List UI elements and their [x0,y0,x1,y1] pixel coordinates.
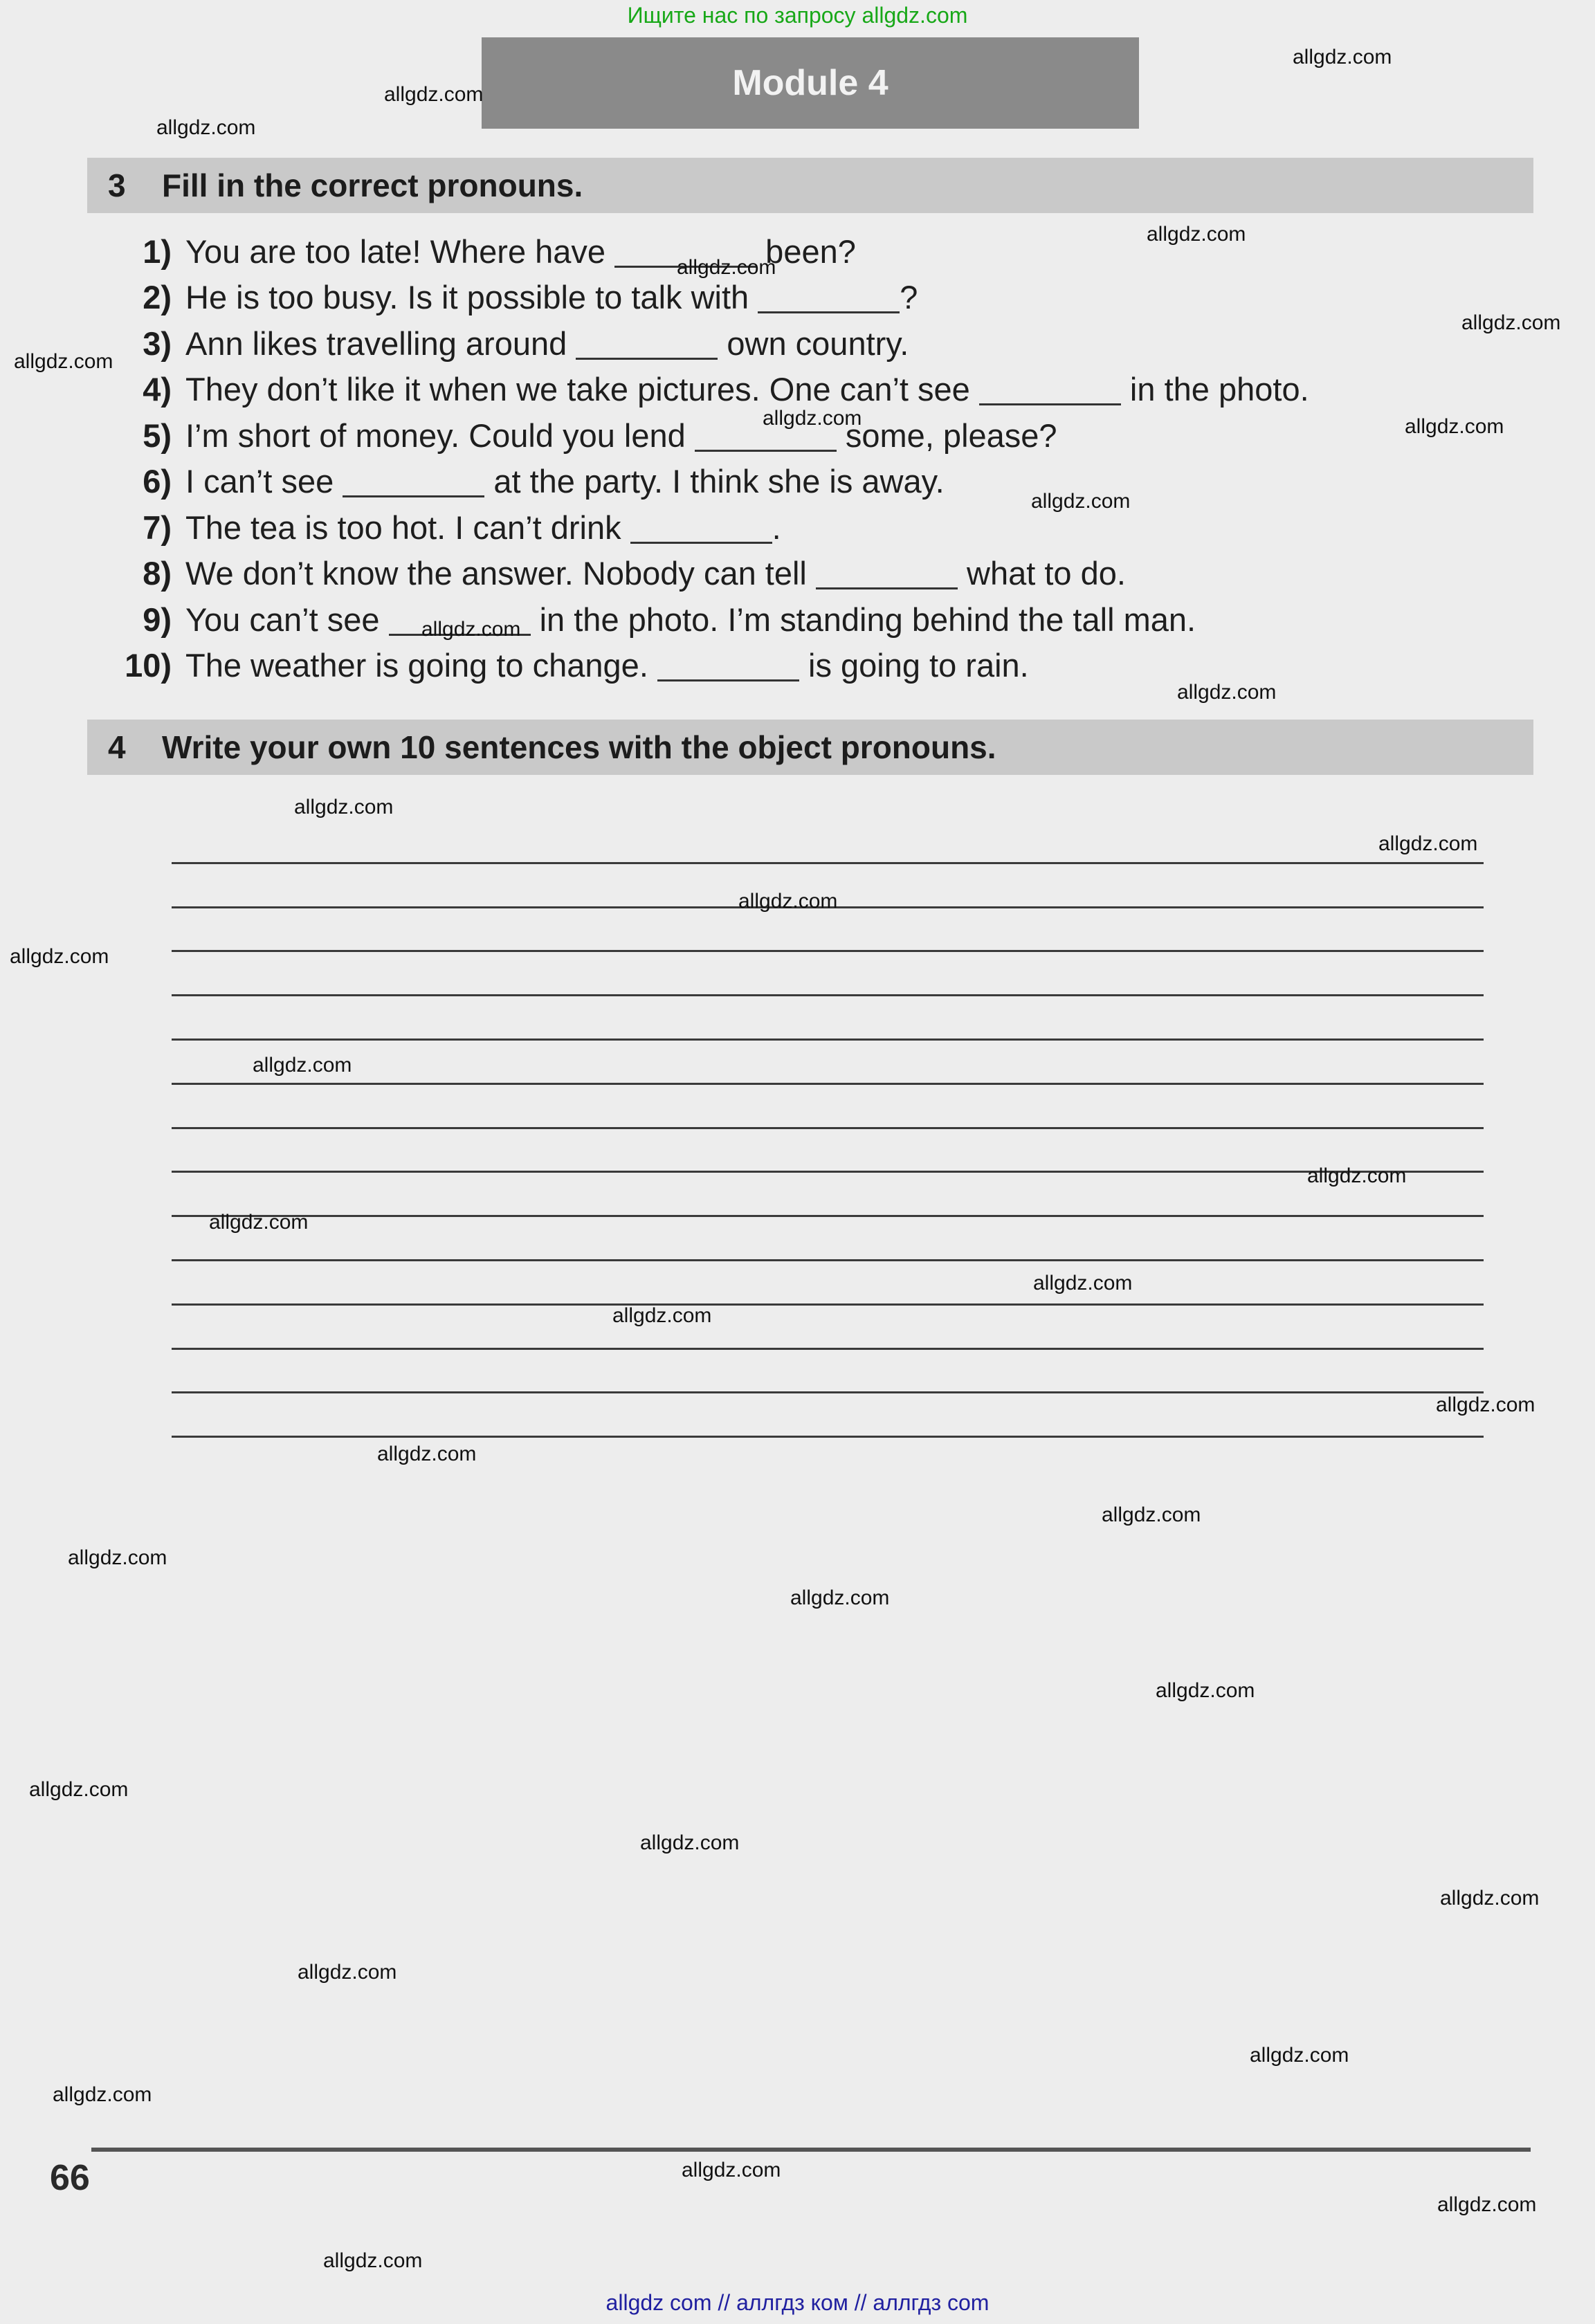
item-number: 3) [143,324,172,362]
writing-line[interactable] [172,820,1484,864]
watermark-text: allgdz.com [1250,2044,1349,2067]
watermark-text: allgdz.com [1177,681,1277,704]
item-text-before: The tea is too hot. I can’t drink [185,509,630,546]
writing-line[interactable] [172,1393,1484,1438]
exercise-item [90,228,1543,275]
item-number: 6) [143,463,172,500]
item-text-before: You are too late! Where have [185,232,615,270]
top-banner[interactable]: Ищите нас по запросу allgdz.com [627,3,968,28]
watermark-text: allgdz.com [612,1304,712,1327]
watermark-text: allgdz.com [1147,223,1246,246]
item-number: 2) [143,279,172,316]
answer-blank[interactable] [657,649,799,681]
exercise-3-number: 3 [108,167,126,203]
watermark-text: allgdz.com [1437,2193,1537,2216]
item-number: 10) [125,647,172,684]
writing-line[interactable] [172,1085,1484,1129]
exercise-item [90,643,1543,689]
watermark-text: allgdz.com [1378,832,1478,855]
answer-blank[interactable] [576,327,718,360]
item-text-before: He is too busy. Is it possible to talk with [185,279,758,316]
watermark-text: allgdz.com [29,1778,129,1801]
watermark-text: allgdz.com [14,350,113,373]
exercise-item [90,596,1543,643]
exercise-item [90,367,1543,413]
watermark-text: allgdz.com [790,1586,890,1609]
watermark-text: allgdz.com [10,945,109,968]
watermark-text: allgdz.com [384,83,484,106]
answer-blank[interactable] [343,465,484,497]
writing-line[interactable] [172,908,1484,953]
exercise-3-title: Fill in the correct pronouns. [162,167,583,203]
exercise-item [90,551,1543,597]
item-number: 5) [143,417,172,454]
watermark-text: allgdz.com [294,796,394,818]
watermark-text: allgdz.com [1293,46,1392,68]
page-number: 66 [50,2158,90,2198]
item-number: 9) [143,601,172,638]
watermark-text: allgdz.com [421,618,521,641]
item-number: 1) [143,232,172,270]
item-text-after: been? [756,232,856,270]
answer-blank[interactable] [979,373,1121,405]
exercise-item [90,275,1543,321]
item-text-before: Ann likes travelling around [185,324,576,362]
watermark-text: allgdz.com [68,1546,167,1569]
item-text-after: what to do. [957,555,1126,592]
exercise-item [90,459,1543,505]
writing-line[interactable] [172,1129,1484,1173]
watermark-text: allgdz.com [1405,415,1504,438]
watermark-text: allgdz.com [1440,1887,1540,1910]
item-text-after: at the party. I think she is away. [484,463,945,500]
exercise-3-header [87,158,1533,213]
watermark-text: allgdz.com [1307,1164,1407,1187]
module-title: Module 4 [732,63,888,103]
answer-blank[interactable] [758,281,900,313]
item-text-before: The weather is going to change. [185,647,657,684]
item-text-after: some, please? [836,417,1057,454]
writing-line[interactable] [172,952,1484,996]
item-text-after: in the photo. I’m standing behind the tall man. [530,601,1196,638]
item-text-after: ? [900,279,918,316]
watermark-text: allgdz.com [323,2249,423,2272]
watermark-text: allgdz.com [640,1831,740,1854]
watermark-text: allgdz.com [1031,490,1131,513]
writing-line[interactable] [172,1350,1484,1394]
watermark-text: allgdz.com [377,1443,477,1465]
watermark-text: allgdz.com [1436,1393,1535,1416]
writing-line[interactable] [172,1217,1484,1261]
writing-line[interactable] [172,1173,1484,1217]
item-text-after: own country. [718,324,909,362]
watermark-text: allgdz.com [738,890,838,913]
item-text-before: You can’t see [185,601,389,638]
watermark-text: allgdz.com [156,116,256,139]
watermark-text: allgdz.com [1102,1503,1201,1526]
watermark-text: allgdz.com [253,1054,352,1077]
exercise-item [90,504,1543,551]
exercise-item [90,320,1543,367]
exercise-4-title: Write your own 10 sentences with the object pronouns. [162,729,996,765]
bottom-banner[interactable]: allgdz com // аллгдз ком // аллгдз com [605,2290,990,2315]
watermark-text: allgdz.com [298,1961,397,1984]
watermark-text: allgdz.com [763,407,862,430]
item-number: 7) [143,509,172,546]
watermark-text: allgdz.com [1033,1272,1133,1294]
watermark-text: allgdz.com [1461,311,1561,334]
item-text-after: is going to rain. [799,647,1029,684]
item-text-after: . [772,509,781,546]
module-header [482,37,1139,129]
item-text-before: I’m short of money. Could you lend [185,417,695,454]
watermark-text: allgdz.com [209,1211,309,1234]
writing-line[interactable] [172,1261,1484,1306]
watermark-text: allgdz.com [682,2159,781,2181]
item-text-before: I can’t see [185,463,343,500]
writing-line[interactable] [172,996,1484,1041]
item-text-before: We don’t know the answer. Nobody can tell [185,555,816,592]
exercise-4-header [87,720,1533,775]
item-text-after: in the photo. [1120,371,1309,408]
exercise-4-number: 4 [108,729,126,765]
watermark-text: allgdz.com [677,256,776,279]
writing-line[interactable] [172,1041,1484,1085]
item-number: 4) [143,371,172,408]
watermark-text: allgdz.com [1156,1679,1255,1702]
item-number: 8) [143,555,172,592]
writing-line[interactable] [172,1306,1484,1350]
watermark-text: allgdz.com [53,2083,152,2106]
answer-blank[interactable] [816,557,958,589]
footer-rule [91,2148,1531,2152]
item-text-before: They don’t like it when we take pictures. One can’t see [185,371,979,408]
exercise-3-list [90,228,1543,688]
answer-blank[interactable] [630,511,772,544]
